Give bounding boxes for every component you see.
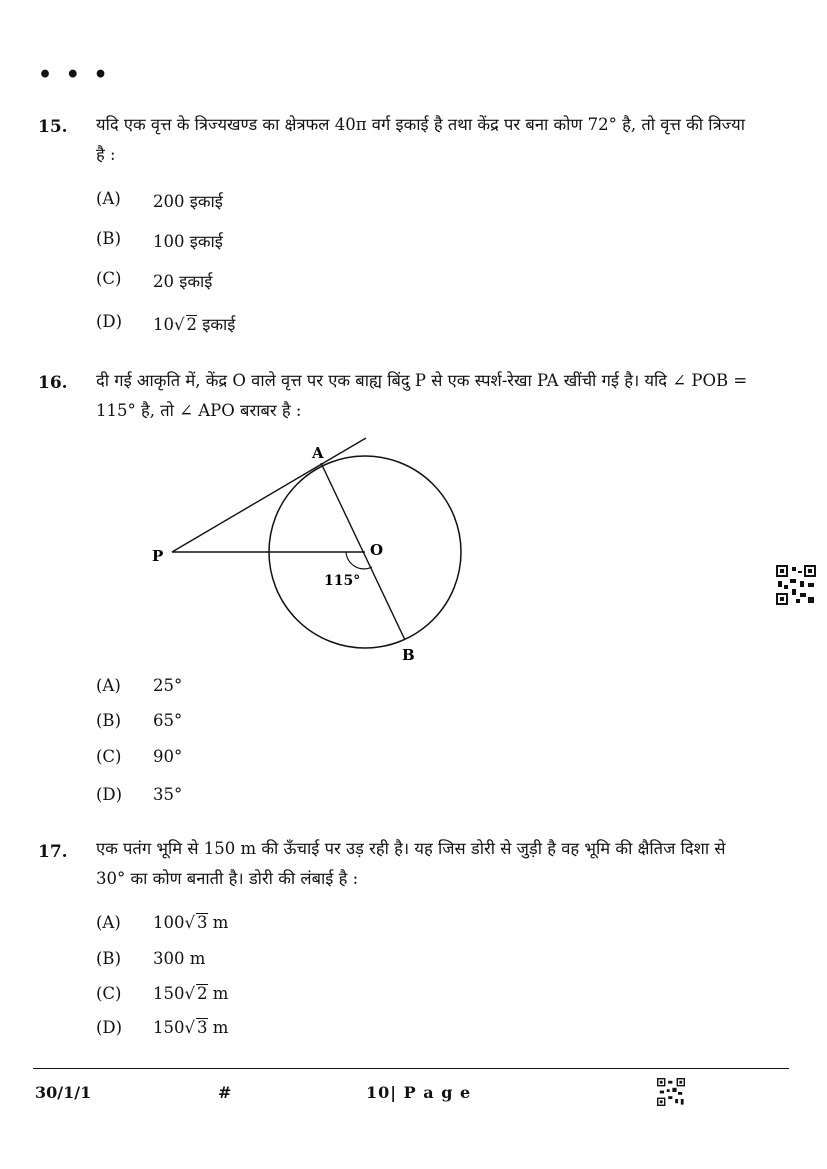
angle-label: 115° — [324, 573, 361, 589]
option-value: 10√ 2 इकाई — [153, 315, 236, 334]
option-label: (B) — [96, 229, 121, 248]
coefficient: 10 — [153, 315, 174, 334]
q15-number: 15. — [38, 117, 68, 137]
unit: इकाई — [197, 315, 236, 334]
footer-divider — [33, 1068, 789, 1069]
q16-text: दी गई आकृति में, केंद्र O वाले वृत्त पर एक बाह्य बिंदु P से एक स्पर्श-रेखा PA खींची गई है। यदि ∠ POB = 115° है, तो ∠ APO बराबर है : — [96, 371, 748, 420]
label-p: P — [152, 547, 164, 565]
option-label: (D) — [96, 785, 123, 804]
option-label: (C) — [96, 984, 122, 1003]
option-label: (A) — [96, 189, 121, 208]
q17-text: एक पतंग भूमि से 150 m की ऊँचाई पर उड़ रही है। यह जिस डोरी से जुड़ी है वह भूमि की क्षैतिज दिशा से 30° का कोण बनाती है। डोरी की लंबाई है : — [96, 839, 726, 888]
option-label: (A) — [96, 676, 121, 695]
radicand: 3 — [197, 913, 208, 932]
footer-qr-code — [657, 1078, 685, 1106]
option-label: (B) — [96, 711, 121, 730]
option-value: 20 इकाई — [153, 272, 213, 291]
radicand: 3 — [197, 1018, 208, 1037]
q16-number: 16. — [38, 373, 68, 393]
footer-hash: # — [218, 1083, 232, 1102]
unit: m — [207, 984, 229, 1003]
option-label: (D) — [96, 1018, 123, 1037]
radicand: 2 — [197, 984, 208, 1003]
label-b: B — [402, 646, 415, 664]
coefficient: 100 — [153, 913, 185, 932]
option-label: (D) — [96, 312, 123, 331]
paper-code: 30/1/1 — [35, 1083, 92, 1102]
angle-arc — [346, 552, 372, 569]
option-value: 100√ 3 m — [153, 913, 229, 932]
option-value: 90° — [153, 747, 183, 766]
option-value: 65° — [153, 711, 183, 730]
option-value: 100 इकाई — [153, 232, 223, 251]
option-label: (A) — [96, 913, 121, 932]
unit: m — [207, 913, 229, 932]
q17-number: 17. — [38, 842, 68, 862]
coefficient: 150 — [153, 984, 185, 1003]
option-label: (B) — [96, 949, 121, 968]
continuation-dots: • • • — [38, 62, 111, 88]
option-value: 25° — [153, 676, 183, 695]
option-value: 150√ 2 m — [153, 984, 229, 1003]
option-value: 150√ 3 m — [153, 1018, 229, 1037]
unit: m — [207, 1018, 229, 1037]
label-o: O — [370, 541, 384, 559]
option-value: 300 m — [153, 949, 206, 968]
label-a: A — [312, 444, 324, 462]
q15-text: यदि एक वृत्त के त्रिज्यखण्ड का क्षेत्रफल 40π वर्ग इकाई है तथा केंद्र पर बना कोण 72° है, तो वृत्त की त्रिज्या है : — [96, 115, 745, 164]
radicand: 2 — [186, 315, 198, 334]
page-number: 10| P a g e — [366, 1083, 472, 1102]
coefficient: 150 — [153, 1018, 185, 1037]
option-label: (C) — [96, 747, 122, 766]
option-label: (C) — [96, 269, 122, 288]
side-qr-code — [776, 565, 816, 605]
option-value: 200 इकाई — [153, 192, 223, 211]
option-value: 35° — [153, 785, 183, 804]
